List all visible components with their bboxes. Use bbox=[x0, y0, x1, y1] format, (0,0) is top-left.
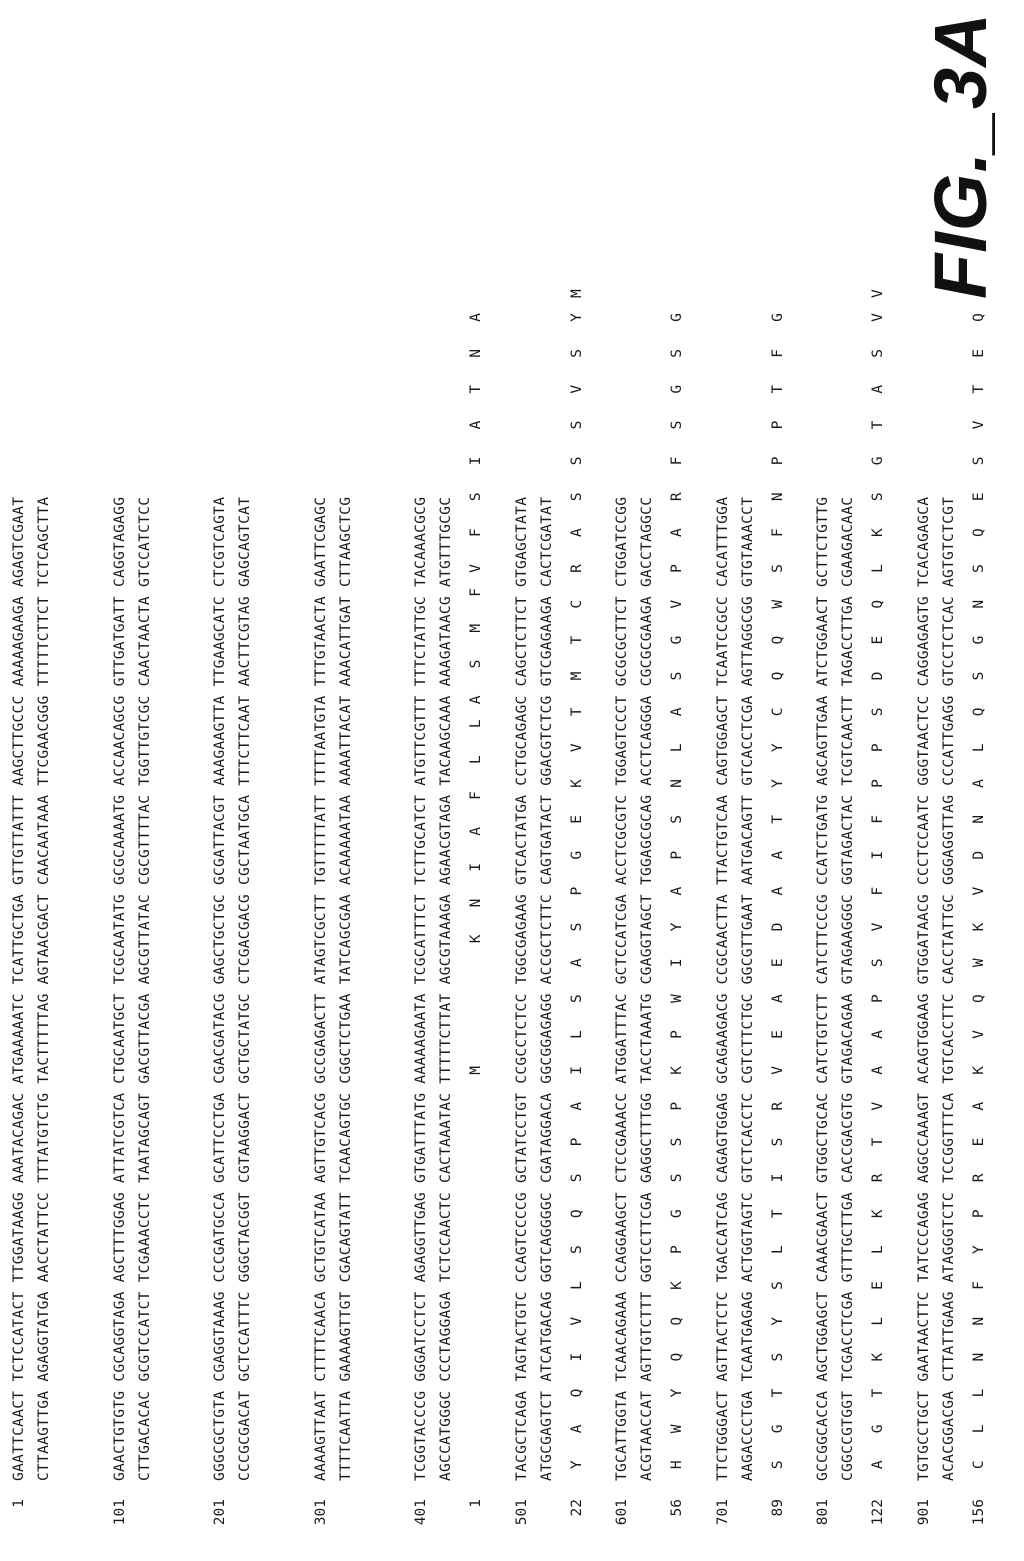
amino-acid-residue: S bbox=[769, 1352, 786, 1362]
nucleotide-position: 601 bbox=[614, 1499, 630, 1526]
amino-acid-residue: N bbox=[970, 1352, 987, 1362]
amino-acid-residue: S bbox=[769, 1281, 786, 1290]
amino-acid-residue: A bbox=[468, 313, 484, 322]
amino-acid-residue: T bbox=[568, 707, 585, 717]
amino-acid-residue: A bbox=[870, 1030, 886, 1039]
amino-acid-residue: A bbox=[769, 850, 786, 860]
amino-acid-residue: V bbox=[870, 1101, 886, 1111]
amino-acid-residue: M bbox=[468, 1065, 484, 1075]
amino-acid-residue: Q bbox=[970, 994, 987, 1003]
bottom-strand-sequence: CCCGCGACAT GCTCCATTTC GGGCTACGGT CGTAAGGACT GCTGCTATGC CTCGACGACG CGCTAATGCA TTTCTTCAAT AACTTCGTAG GAGCAGTCAT bbox=[237, 496, 253, 1481]
amino-acid-residue: F bbox=[870, 886, 886, 896]
nucleotide-position: 701 bbox=[714, 1499, 731, 1526]
amino-acid-residue: L bbox=[970, 743, 987, 753]
amino-acid-residue: S bbox=[669, 671, 685, 681]
amino-acid-residue: K bbox=[669, 1281, 685, 1290]
amino-acid-residue: A bbox=[468, 695, 484, 705]
amino-acid-residue: G bbox=[769, 1424, 786, 1434]
bottom-strand-sequence: TTTTCAATTA GAAAAGTTGT CGACAGTATT TCAACAGTGC CGGCTCTGAA TATCAGCGAA ACAAAAATAA AAAATTACAT AAACATTGAT CTTAAGCTCG bbox=[337, 496, 354, 1481]
nucleotide-position: 201 bbox=[212, 1499, 228, 1526]
amino-acid-residue: T bbox=[769, 815, 786, 824]
amino-acid-residue: N bbox=[970, 599, 987, 609]
amino-acid-residue: S bbox=[568, 922, 585, 932]
amino-acid-residue: A bbox=[669, 886, 685, 896]
amino-acid-residue: N bbox=[468, 898, 484, 908]
amino-acid-position: 56 bbox=[669, 1499, 685, 1517]
amino-acid-residue: S bbox=[669, 420, 685, 430]
amino-acid-residue: A bbox=[870, 384, 886, 394]
amino-acid-residue: V bbox=[870, 289, 886, 298]
amino-acid-residue: Y bbox=[970, 1245, 987, 1254]
amino-acid-residue: M bbox=[568, 289, 585, 298]
amino-acid-residue: S bbox=[568, 420, 585, 430]
amino-acid-residue: L bbox=[669, 743, 685, 753]
amino-acid-residue: L bbox=[870, 1245, 886, 1254]
amino-acid-residue: N bbox=[970, 815, 987, 824]
amino-acid-residue: T bbox=[568, 635, 585, 645]
amino-acid-residue: G bbox=[870, 1424, 886, 1434]
amino-acid-residue: Q bbox=[970, 528, 987, 537]
amino-acid-residue: P bbox=[769, 420, 786, 430]
amino-acid-residue: V bbox=[568, 384, 585, 394]
amino-acid-residue: S bbox=[769, 1460, 786, 1470]
top-strand-sequence: AAAAGTTAAT CTTTTCAACA GCTGTCATAA AGTTGTCACG GCCGAGACTT ATAGTCGCTT TGTTTTTATT TTTTAATGTA TTTGTAACTA GAATTCGAGC bbox=[312, 496, 329, 1481]
amino-acid-residue: Y bbox=[568, 1460, 585, 1470]
amino-acid-residue: S bbox=[669, 348, 685, 358]
amino-acid-residue: I bbox=[468, 456, 484, 466]
amino-acid-residue: E bbox=[970, 348, 987, 358]
bottom-strand-sequence: AGCCATGGGC CCCTAGGAGA TCTCCAACTC CACTAAATAC TTTTTCTTAT AGCGTAAAGA AGAACGTAGA TACAAGCAAA AAAGATAACG ATGTTTGCGC bbox=[438, 496, 454, 1481]
amino-acid-residue: N bbox=[970, 1316, 987, 1326]
amino-acid-residue: F bbox=[468, 587, 484, 597]
amino-acid-residue: F bbox=[468, 791, 484, 800]
amino-acid-residue: Y bbox=[669, 922, 685, 932]
amino-acid-residue: I bbox=[769, 1173, 786, 1183]
amino-acid-residue: K bbox=[468, 934, 484, 944]
amino-acid-residue: F bbox=[769, 348, 786, 358]
amino-acid-residue: S bbox=[870, 958, 886, 968]
amino-acid-residue: S bbox=[568, 994, 585, 1003]
amino-acid-residue: R bbox=[970, 1173, 987, 1183]
amino-acid-residue: A bbox=[568, 1424, 585, 1434]
amino-acid-residue: P bbox=[568, 886, 585, 896]
amino-acid-residue: S bbox=[568, 492, 585, 502]
figure-label: FIG._3A bbox=[919, 12, 1002, 299]
amino-acid-residue: S bbox=[669, 815, 685, 824]
amino-acid-residue: M bbox=[468, 623, 484, 633]
amino-acid-residue: W bbox=[669, 1424, 685, 1434]
amino-acid-residue: I bbox=[870, 850, 886, 860]
amino-acid-residue: G bbox=[568, 850, 585, 860]
amino-acid-residue: G bbox=[870, 456, 886, 466]
bottom-strand-sequence: ATGCGAGTCT ATCATGACAG GGTCAGGGGC CGATAGGACA GGCGGAGAGG ACCGCTCTTC CAGTGATACT GGACGTCTCG GTCGAGAAGA CACTCGATAT bbox=[538, 496, 555, 1481]
amino-acid-residue: M bbox=[568, 671, 585, 681]
amino-acid-residue: V bbox=[468, 564, 484, 573]
amino-acid-residue: S bbox=[468, 492, 484, 502]
amino-acid-residue: F bbox=[769, 528, 786, 537]
top-strand-sequence: TGTGCCTGCT GAATAACTTC TATCCCAGAG AGGCCAAAGT ACAGTGGAAG GTGGATAACG CCCTCCAATC GGGTAACTCC CAGGAGAGTG TCACAGAGCA bbox=[915, 496, 932, 1481]
amino-acid-residue: S bbox=[468, 659, 484, 669]
top-strand-sequence: TTCTGGGACT AGTTACTCTC TGACCATCAG CAGAGTGGAG GCAGAAGACG CCGCAACTTA TTACTGTCAA CAGTGGAGCT TCAATCCGCC CACATTTGGA bbox=[714, 496, 731, 1481]
amino-acid-residue: Q bbox=[769, 635, 786, 645]
top-strand-sequence: GAACTGTGTG CGCAGGTAGA AGCTTTGGAG ATTATCGTCA CTGCAATGCT TCGCAATATG GCGCAAAATG ACCAACAGCG GTTGATGATT CAGGTAGAGG bbox=[111, 496, 128, 1481]
amino-acid-residue: F bbox=[468, 528, 484, 537]
amino-acid-residue: S bbox=[970, 671, 987, 681]
amino-acid-residue: E bbox=[970, 492, 987, 502]
top-strand-sequence: TCGGTACCCG GGGATCCTCT AGAGGTTGAG GTGATTTATG AAAAAGAATA TCGCATTTCT TCTTGCATCT ATGTTCGTTT TTTCTATTGC TACAAACGCG bbox=[413, 496, 429, 1481]
amino-acid-residue: K bbox=[970, 922, 987, 932]
top-strand-sequence: TGCATTGGTA TCAACAGAAA CCAGGAAGCT CTCCGAAACC ATGGATTTAC GCTCCATCGA ACCTCGCGTC TGGAGTCCCT GCGCGCTTCT CTGGATCCGG bbox=[614, 496, 630, 1481]
amino-acid-residue: E bbox=[769, 958, 786, 968]
nucleotide-position: 1 bbox=[11, 1499, 27, 1508]
amino-acid-residue: A bbox=[468, 826, 484, 836]
amino-acid-residue: N bbox=[669, 779, 685, 788]
amino-acid-residue: A bbox=[970, 779, 987, 788]
amino-acid-residue: T bbox=[769, 384, 786, 394]
amino-acid-residue: L bbox=[970, 1424, 987, 1434]
amino-acid-residue: P bbox=[669, 1245, 685, 1254]
amino-acid-residue: N bbox=[468, 348, 484, 358]
amino-acid-residue: Q bbox=[970, 313, 987, 322]
amino-acid-position: 1 bbox=[468, 1499, 484, 1508]
amino-acid-residue: R bbox=[669, 492, 685, 502]
amino-acid-residue: G bbox=[970, 635, 987, 645]
bottom-strand-sequence: CGGCCGTGGT TCGACCTCGA GTTTGCTTGA CACCGACGTG GTAGACAGAA GTAGAAGGGC GGTAGACTAC TCGTCAACTT TAGACCTTGA CGAAGACAAC bbox=[840, 496, 856, 1481]
amino-acid-residue: D bbox=[970, 850, 987, 860]
amino-acid-residue: V bbox=[769, 1065, 786, 1075]
bottom-strand-sequence: CTTAAGTTGA AGAGGTATGA AACCTATTCC TTTATGTCTG TACTTTTTAG AGTAACGACT CAACAATAAA TTCGAACGGG TTTTTCTTCT TCTCAGCTTA bbox=[36, 496, 52, 1481]
bottom-strand-sequence: ACGTAACCAT AGTTGTCTTT GGTCCTTCGA GAGGCTTTGG TACCTAAATG CGAGGTAGCT TGGAGCGCAG ACCTCAGGGA CGCGCGAAGA GACCTAGGCC bbox=[639, 496, 655, 1481]
amino-acid-residue: Q bbox=[669, 1352, 685, 1362]
amino-acid-residue: T bbox=[769, 1209, 786, 1219]
amino-acid-residue: A bbox=[870, 1460, 886, 1470]
amino-acid-residue: S bbox=[568, 348, 585, 358]
amino-acid-residue: P bbox=[669, 850, 685, 860]
amino-acid-residue: G bbox=[669, 313, 685, 322]
top-strand-sequence: GGGCGCTGTA CGAGGTAAAG CCCGATGCCA GCATTCCTGA CGACGATACG GAGCTGCTGC GCGATTACGT AAAGAAGTTA TTGAAGCATC CTCGTCAGTA bbox=[212, 496, 228, 1481]
amino-acid-residue: V bbox=[970, 420, 987, 430]
amino-acid-residue: V bbox=[568, 743, 585, 753]
amino-acid-residue: S bbox=[870, 707, 886, 717]
amino-acid-residue: A bbox=[970, 1101, 987, 1111]
amino-acid-residue: E bbox=[568, 815, 585, 824]
amino-acid-residue: L bbox=[568, 1030, 585, 1039]
amino-acid-residue: S bbox=[669, 1137, 685, 1147]
amino-acid-residue: H bbox=[669, 1460, 685, 1470]
amino-acid-residue: W bbox=[669, 994, 685, 1003]
amino-acid-residue: R bbox=[769, 1101, 786, 1111]
nucleotide-position: 801 bbox=[815, 1499, 831, 1526]
bottom-strand-sequence: ACACGGACGA CTTATTGAAG ATAGGGTCTC TCCGGTTTCA TGTCACCTTC CACCTATTGC GGGAGGTTAG CCCATTGAGG GTCCTCTCAC AGTGTCTCGT bbox=[940, 496, 957, 1481]
amino-acid-residue: P bbox=[669, 1030, 685, 1039]
amino-acid-residue: Q bbox=[669, 1316, 685, 1326]
amino-acid-residue: T bbox=[870, 420, 886, 430]
nucleotide-position: 301 bbox=[312, 1499, 329, 1526]
amino-acid-residue: S bbox=[970, 564, 987, 573]
amino-acid-residue: A bbox=[468, 420, 484, 430]
amino-acid-residue: D bbox=[769, 922, 786, 932]
amino-acid-residue: T bbox=[870, 1388, 886, 1398]
amino-acid-residue: Y bbox=[769, 1316, 786, 1326]
amino-acid-residue: A bbox=[769, 886, 786, 896]
amino-acid-position: 89 bbox=[769, 1499, 786, 1517]
amino-acid-residue: L bbox=[769, 1245, 786, 1254]
amino-acid-residue: Y bbox=[669, 1388, 685, 1398]
amino-acid-residue: L bbox=[870, 1316, 886, 1326]
amino-acid-residue: G bbox=[769, 313, 786, 322]
amino-acid-residue: S bbox=[870, 348, 886, 358]
amino-acid-residue: A bbox=[870, 1065, 886, 1075]
amino-acid-residue: Y bbox=[769, 743, 786, 753]
nucleotide-position: 401 bbox=[413, 1499, 429, 1526]
amino-acid-residue: V bbox=[870, 922, 886, 932]
amino-acid-residue: Q bbox=[769, 671, 786, 681]
amino-acid-residue: C bbox=[970, 1460, 987, 1470]
amino-acid-residue: S bbox=[568, 456, 585, 466]
amino-acid-residue: L bbox=[468, 755, 484, 764]
amino-acid-residue: P bbox=[870, 994, 886, 1003]
bottom-strand-sequence: CTTGACACAC GCGTCCATCT TCGAAACCTC TAATAGCAGT GACGTTACGA AGCGTTATAC CGCGTTTTAC TGGTTGTCGC CAACTAACTA GTCCATCTCC bbox=[136, 496, 153, 1481]
amino-acid-residue: E bbox=[870, 1281, 886, 1290]
amino-acid-position: 122 bbox=[870, 1499, 886, 1526]
amino-acid-residue: P bbox=[568, 1137, 585, 1147]
amino-acid-residue: S bbox=[769, 1137, 786, 1147]
amino-acid-residue: Q bbox=[568, 1209, 585, 1219]
amino-acid-residue: A bbox=[669, 707, 685, 717]
bottom-strand-sequence: AAGACCCTGA TCAATGAGAG ACTGGTAGTC GTCTCACCTC CGTCTTCTGC GGCGTTGAAT AATGACAGTT GTCACCTCGA AGTTAGGCGG GTGTAAACCT bbox=[739, 496, 756, 1481]
amino-acid-residue: Y bbox=[769, 779, 786, 788]
amino-acid-residue: V bbox=[568, 1316, 585, 1326]
amino-acid-residue: P bbox=[769, 456, 786, 466]
amino-acid-residue: F bbox=[970, 1281, 987, 1290]
amino-acid-residue: G bbox=[669, 1209, 685, 1219]
amino-acid-residue: E bbox=[970, 1137, 987, 1147]
amino-acid-residue: L bbox=[468, 719, 484, 729]
amino-acid-residue: V bbox=[970, 1030, 987, 1039]
amino-acid-residue: A bbox=[568, 528, 585, 537]
amino-acid-residue: L bbox=[568, 1281, 585, 1290]
amino-acid-residue: W bbox=[970, 958, 987, 968]
amino-acid-residue: L bbox=[870, 564, 886, 573]
amino-acid-residue: Y bbox=[568, 313, 585, 322]
amino-acid-residue: T bbox=[970, 384, 987, 394]
amino-acid-residue: Q bbox=[568, 1388, 585, 1398]
amino-acid-residue: S bbox=[568, 1173, 585, 1183]
amino-acid-residue: N bbox=[769, 492, 786, 502]
amino-acid-residue: K bbox=[568, 779, 585, 788]
amino-acid-residue: T bbox=[870, 1137, 886, 1147]
amino-acid-residue: E bbox=[769, 1030, 786, 1039]
amino-acid-residue: F bbox=[870, 815, 886, 824]
amino-acid-residue: T bbox=[769, 1388, 786, 1398]
amino-acid-residue: V bbox=[669, 599, 685, 609]
amino-acid-residue: V bbox=[970, 886, 987, 896]
amino-acid-residue: P bbox=[669, 564, 685, 573]
amino-acid-position: 22 bbox=[568, 1499, 585, 1517]
top-strand-sequence: TACGCTCAGA TAGTACTGTC CCAGTCCCCG GCTATCCTGT CCGCCTCTCC TGGCGAGAAG GTCACTATGA CCTGCAGAGC CAGCTCTTCT GTGAGCTATA bbox=[513, 496, 530, 1481]
amino-acid-residue: G bbox=[669, 635, 685, 645]
amino-acid-residue: Q bbox=[970, 707, 987, 717]
amino-acid-residue: P bbox=[870, 779, 886, 788]
amino-acid-residue: D bbox=[870, 671, 886, 681]
amino-acid-residue: K bbox=[970, 1065, 987, 1075]
amino-acid-residue: R bbox=[568, 564, 585, 573]
top-strand-sequence: GCCGGCACCA AGCTGGAGCT CAAACGAACT GTGGCTGCAC CATCTGTCTT CATCTTCCCG CCATCTGATG AGCAGTTGAA ATCTGGAACT GCTTCTGTTG bbox=[815, 496, 831, 1481]
amino-acid-residue: C bbox=[769, 707, 786, 717]
amino-acid-residue: I bbox=[568, 1352, 585, 1362]
amino-acid-residue: K bbox=[669, 1065, 685, 1075]
amino-acid-residue: S bbox=[769, 564, 786, 573]
amino-acid-residue: T bbox=[468, 384, 484, 394]
nucleotide-position: 101 bbox=[111, 1499, 128, 1526]
nucleotide-position: 501 bbox=[513, 1499, 530, 1526]
amino-acid-residue: S bbox=[568, 1245, 585, 1254]
amino-acid-residue: Q bbox=[870, 599, 886, 609]
amino-acid-residue: I bbox=[468, 862, 484, 872]
amino-acid-residue: A bbox=[769, 994, 786, 1003]
amino-acid-residue: S bbox=[870, 492, 886, 502]
amino-acid-residue: I bbox=[669, 958, 685, 968]
amino-acid-residue: A bbox=[568, 958, 585, 968]
amino-acid-residue: K bbox=[870, 528, 886, 537]
amino-acid-residue: F bbox=[669, 456, 685, 466]
amino-acid-residue: P bbox=[669, 1101, 685, 1111]
amino-acid-residue: S bbox=[970, 456, 987, 466]
amino-acid-residue: I bbox=[568, 1065, 585, 1075]
amino-acid-residue: P bbox=[970, 1209, 987, 1219]
amino-acid-residue: A bbox=[568, 1101, 585, 1111]
amino-acid-residue: G bbox=[669, 384, 685, 394]
nucleotide-position: 901 bbox=[915, 1499, 932, 1526]
amino-acid-residue: K bbox=[870, 1209, 886, 1219]
amino-acid-residue: E bbox=[870, 635, 886, 645]
amino-acid-residue: V bbox=[870, 313, 886, 322]
amino-acid-residue: P bbox=[870, 743, 886, 753]
amino-acid-residue: L bbox=[970, 1388, 987, 1398]
amino-acid-residue: R bbox=[870, 1173, 886, 1183]
top-strand-sequence: GAATTCAACT TCTCCATACT TTGGATAAGG AAATACAGAC ATGAAAAATC TCATTGCTGA GTTGTTATTT AAGCTTGCCC AAAAAGAAGA AGAGTCGAAT bbox=[11, 496, 27, 1481]
amino-acid-residue: W bbox=[769, 599, 786, 609]
amino-acid-residue: K bbox=[870, 1352, 886, 1362]
amino-acid-residue: S bbox=[669, 1173, 685, 1183]
amino-acid-position: 156 bbox=[970, 1499, 987, 1526]
amino-acid-residue: C bbox=[568, 599, 585, 609]
amino-acid-residue: A bbox=[669, 528, 685, 537]
